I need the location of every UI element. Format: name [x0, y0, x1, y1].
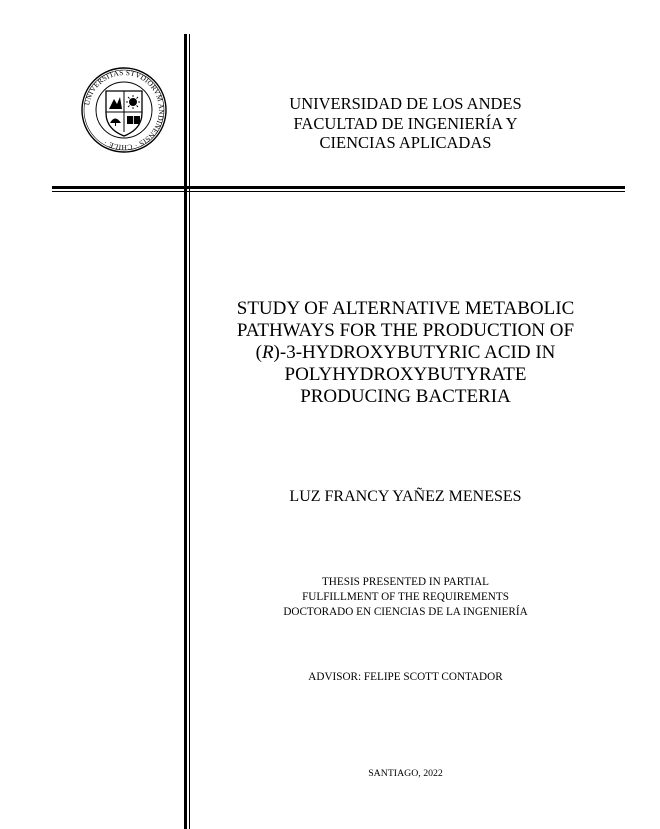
institution-line-1: UNIVERSIDAD DE LOS ANDES [289, 94, 522, 113]
vertical-rule-thin [189, 34, 190, 829]
thesis-line-1: THESIS PRESENTED IN PARTIAL [321, 576, 490, 588]
title-line-5: PRODUCING BACTERIA [300, 386, 511, 407]
author-name: LUZ FRANCY YAÑEZ MENESES [289, 488, 522, 505]
title-paren-open: ( [255, 342, 262, 363]
advisor-line: ADVISOR: FELIPE SCOTT CONTADOR [308, 671, 503, 683]
thesis-line-3: DOCTORADO EN CIENCIAS DE LA INGENIERÍA [283, 606, 528, 618]
title-line-3-rest: )-3-HYDROXYBUTYRIC ACID IN [273, 342, 556, 363]
thesis-line-2: FULFILLMENT OF THE REQUIREMENTS [302, 591, 509, 603]
horizontal-rule-thin [52, 191, 625, 192]
institution-line-2: FACULTAD DE INGENIERÍA Y [293, 113, 518, 133]
title-italic-r: R [261, 342, 274, 363]
title-line-3 [194, 342, 617, 364]
thesis-statement [194, 575, 617, 620]
thesis-title [194, 298, 617, 408]
seal-ring-text: UNIVERSITAS STVDIORVM ANDINENSIS · CHILE · [82, 67, 167, 153]
place-date: SANTIAGO, 2022 [368, 768, 443, 779]
vertical-rule-thick [184, 34, 187, 829]
title-line-4: POLYHYDROXYBUTYRATE [284, 364, 527, 385]
institution-line-3: CIENCIAS APLICADAS [319, 133, 492, 152]
university-seal-icon [80, 66, 168, 154]
title-line-1: STUDY OF ALTERNATIVE METABOLIC [236, 298, 575, 319]
institution-heading [194, 94, 617, 153]
title-line-2: PATHWAYS FOR THE PRODUCTION OF [236, 320, 575, 341]
horizontal-rule-thick [52, 186, 625, 189]
